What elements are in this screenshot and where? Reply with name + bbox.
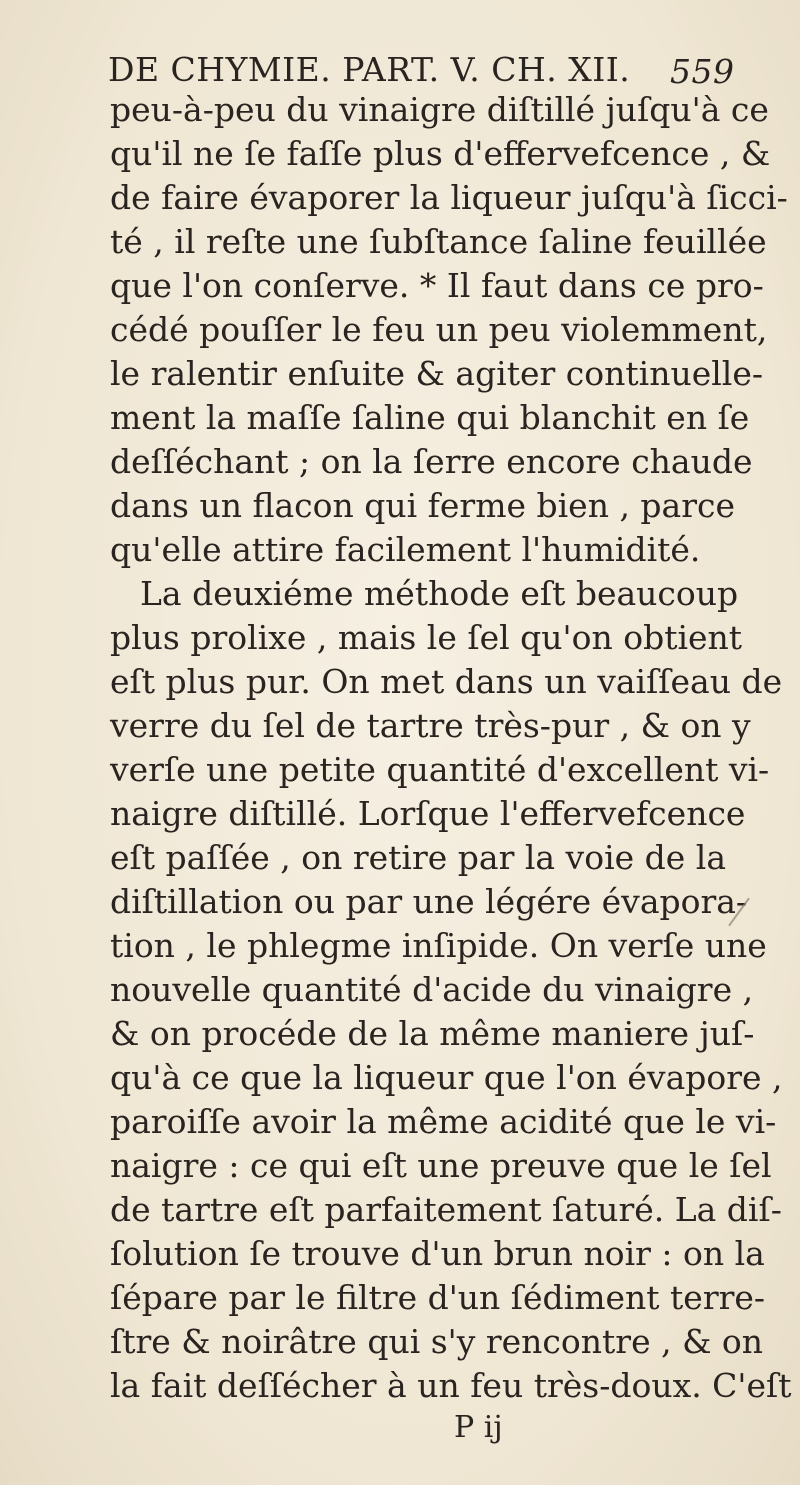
text-line: la fait deſſécher à un feu très-doux. C'eſt bbox=[110, 1366, 792, 1405]
text-line: té , il reſte une ſubſtance ſaline feuillée bbox=[110, 222, 767, 261]
text-line: ſolution ſe trouve d'un brun noir : on la bbox=[110, 1234, 765, 1273]
text-line: nouvelle quantité d'acide du vinaigre , bbox=[110, 970, 754, 1009]
paragraph-start-line: La deuxiéme méthode eſt beaucoup bbox=[140, 574, 739, 613]
text-line: & on procéde de la même maniere juſ- bbox=[110, 1014, 755, 1053]
text-line: verſe une petite quantité d'excellent vi- bbox=[110, 750, 770, 789]
running-head: DE CHYMIE. PART. V. CH. XII. bbox=[108, 50, 631, 89]
text-line: de tartre eſt parfaitement ſaturé. La diſ- bbox=[110, 1190, 782, 1229]
text-line: paroiſſe avoir la même acidité que le vi- bbox=[110, 1102, 777, 1141]
text-line: naigre : ce qui eſt une preuve que le ſel bbox=[110, 1146, 772, 1185]
text-line: ment la maſſe ſaline qui blanchit en ſe bbox=[110, 398, 750, 437]
text-line: eſt paſſée , on retire par la voie de la bbox=[110, 838, 727, 877]
text-line: dans un flacon qui ferme bien , parce bbox=[110, 486, 736, 525]
text-line: de faire évaporer la liqueur juſqu'à ſicci- bbox=[110, 178, 788, 217]
text-line: peu-à-peu du vinaigre diſtillé juſqu'à ce bbox=[110, 90, 769, 129]
text-line: que l'on conſerve. * Il faut dans ce pro- bbox=[110, 266, 764, 305]
text-line: qu'il ne ſe faſſe plus d'effervefcence , & bbox=[110, 134, 771, 173]
text-line: tion , le phlegme inſipide. On verſe une bbox=[110, 926, 767, 965]
text-line: ſtre & noirâtre qui s'y rencontre , & on bbox=[110, 1322, 764, 1361]
page-header bbox=[108, 50, 748, 94]
signature-mark: P ij bbox=[454, 1410, 503, 1445]
text-line: eſt plus pur. On met dans un vaiſſeau de bbox=[110, 662, 783, 701]
page-number: 559 bbox=[670, 52, 735, 91]
text-line: plus prolixe , mais le ſel qu'on obtient bbox=[110, 618, 743, 657]
text-line: diſtillation ou par une légére évapora- bbox=[110, 882, 748, 921]
text-line: ſépare par le filtre d'un ſédiment terre- bbox=[110, 1278, 766, 1317]
text-line: qu'elle attire facilement l'humidité. bbox=[110, 530, 701, 569]
text-line: deſſéchant ; on la ſerre encore chaude bbox=[110, 442, 753, 481]
text-line: cédé pouſſer le feu un peu violemment, bbox=[110, 310, 768, 349]
text-line: le ralentir enſuite & agiter continuelle- bbox=[110, 354, 764, 393]
text-line: naigre diſtillé. Lorſque l'effervefcence bbox=[110, 794, 746, 833]
text-line: verre du ſel de tartre très-pur , & on y bbox=[110, 706, 751, 745]
text-line: qu'à ce que la liqueur que l'on évapore , bbox=[110, 1058, 783, 1097]
